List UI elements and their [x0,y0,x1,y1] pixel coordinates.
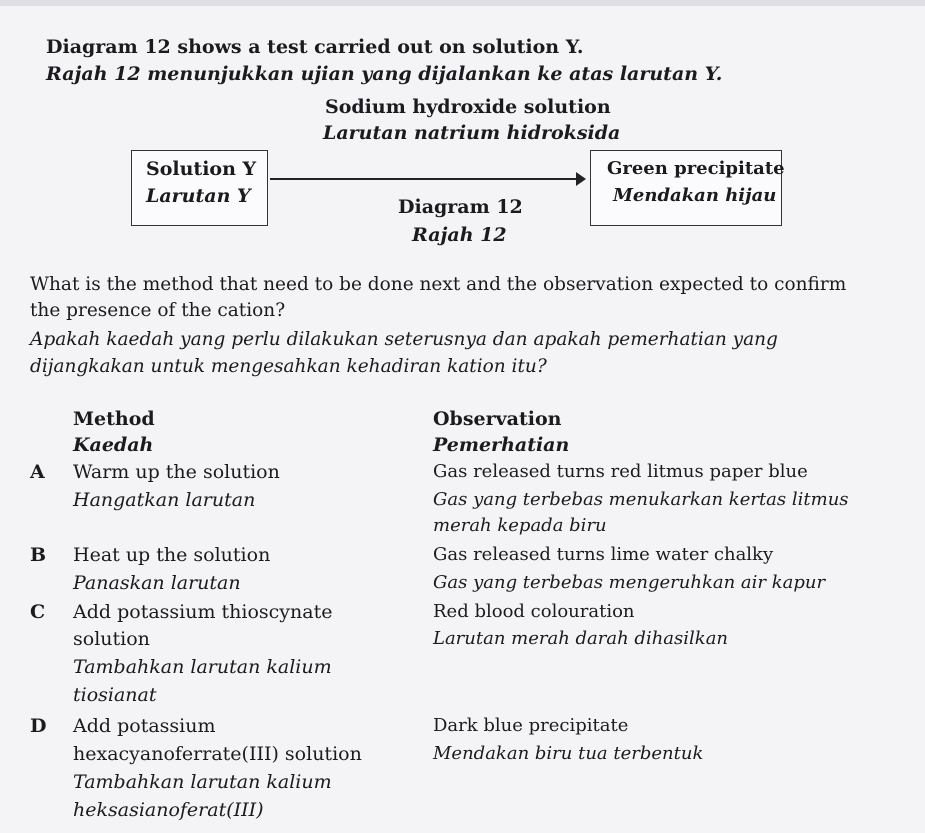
reagent-malay: Larutan natrium hidroksida [323,122,621,144]
intro-malay: Rajah 12 menunjukkan ujian yang dijalankan ke atas larutan Y. [46,63,723,85]
reaction-arrow [270,178,578,180]
solution-y-label: Solution Y [146,158,257,180]
question-malay-line2: dijangkakan untuk mengesahkan kehadiran kation itu? [30,356,547,377]
option-a-method-malay: Hangatkan larutan [73,489,256,511]
observation-header-english: Observation [433,408,562,430]
method-header-malay: Kaedah [73,434,154,456]
option-a-observation-english: Gas released turns red litmus paper blue [433,461,808,482]
option-b-observation-malay: Gas yang terbebas mengeruhkan air kapur [433,572,826,593]
question-english-line1: What is the method that need to be done next and the observation expected to confirm [30,274,847,295]
option-a-method-english: Warm up the solution [73,461,280,483]
question-english-line2: the presence of the cation? [30,300,286,321]
option-a-observation-malay-2: merah kepada biru [433,515,607,536]
question-malay-line1: Apakah kaedah yang perlu dilakukan seterusnya dan apakah pemerhatian yang [30,329,778,350]
page-top-edge [0,0,925,6]
green-precipitate-box [590,150,785,226]
option-d-observation-malay: Mendakan biru tua terbentuk [433,743,704,764]
option-b-method-malay: Panaskan larutan [73,572,241,594]
larutan-y-label: Larutan Y [146,185,251,207]
option-d-method-english-2: hexacyanoferrate(III) solution [73,743,362,765]
option-d-letter[interactable]: D [30,715,47,737]
option-d-method-english-1: Add potassium [73,715,216,737]
diagram-caption-english: Diagram 12 [398,196,523,218]
reagent-english: Sodium hydroxide solution [325,96,611,118]
option-d-observation-english: Dark blue precipitate [433,715,629,736]
option-c-method-english-1: Add potassium thioscynate [73,601,333,623]
option-d-method-malay-2: heksasianoferat(III) [73,799,264,821]
green-precipitate-label: Green precipitate [607,158,785,179]
diagram-caption-malay: Rajah 12 [412,224,507,246]
option-a-letter[interactable]: A [30,461,45,483]
intro-english: Diagram 12 shows a test carried out on solution Y. [46,36,584,58]
option-b-method-english: Heat up the solution [73,544,271,566]
option-c-method-english-2: solution [73,628,150,650]
option-d-method-malay-1: Tambahkan larutan kalium [73,771,332,793]
option-c-letter[interactable]: C [30,601,46,623]
option-c-observation-malay: Larutan merah darah dihasilkan [433,628,729,649]
method-header-english: Method [73,408,155,430]
option-b-observation-english: Gas released turns lime water chalky [433,544,774,565]
observation-header-malay: Pemerhatian [433,434,570,456]
option-c-method-malay-2: tiosianat [73,684,157,706]
option-c-observation-english: Red blood colouration [433,601,635,622]
mendakan-hijau-label: Mendakan hijau [613,185,777,206]
option-b-letter[interactable]: B [30,544,47,566]
option-a-observation-malay-1: Gas yang terbebas menukarkan kertas litmus [433,489,849,510]
solution-y-box [131,150,268,226]
option-c-method-malay-1: Tambahkan larutan kalium [73,656,332,678]
